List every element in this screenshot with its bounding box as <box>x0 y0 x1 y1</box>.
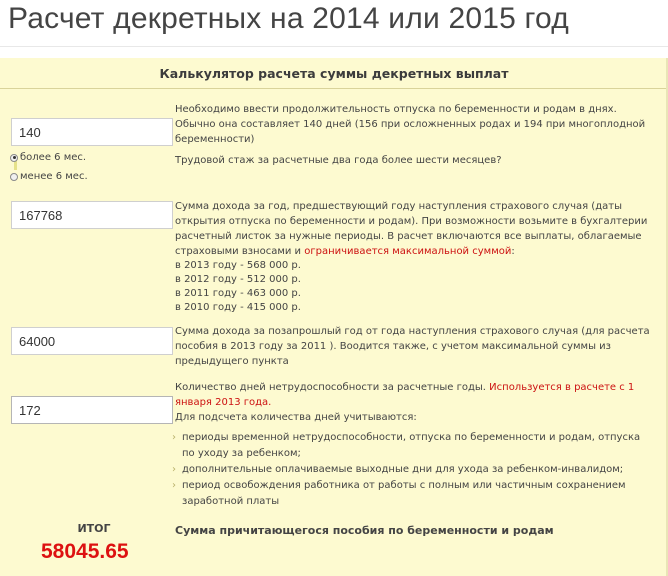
date-highlight: Используется в расчете с 1 января 2013 года. <box>175 382 635 408</box>
radio-selected-icon[interactable] <box>10 154 18 162</box>
calculator-panel <box>0 58 668 576</box>
calculator-header: Калькулятор расчета суммы декретных выплат <box>0 58 668 89</box>
disability-days-input[interactable] <box>11 396 173 424</box>
experience-option-more-label: более 6 мес. <box>20 152 87 163</box>
limit-item: в 2010 году - 415 000 р. <box>175 302 301 313</box>
list-item <box>172 478 652 510</box>
disability-days-description <box>175 380 655 425</box>
radio-unselected-icon[interactable] <box>10 173 18 181</box>
chevron-right-icon: › <box>172 464 176 475</box>
title-divider <box>0 46 668 47</box>
list-item <box>172 462 652 478</box>
chevron-right-icon: › <box>172 480 176 491</box>
experience-option-less-label: менее 6 мес. <box>20 171 88 182</box>
limit-item: в 2011 году - 463 000 р. <box>175 288 301 299</box>
list-item-text: периоды временной нетрудоспособности, отпуска по беременности и родам, отпуска по уходу за ребенком; <box>182 432 641 459</box>
disability-days-text: Количество дней нетрудоспособности за расчетные годы. <box>175 382 490 393</box>
counted-periods-list <box>172 430 652 510</box>
max-sum-highlight: ограничивается максимальной суммой <box>304 246 512 257</box>
experience-option-more[interactable] <box>10 152 86 163</box>
disability-days-subtext: Для подсчета количества дней учитываются: <box>175 412 417 423</box>
income-prev-year-colon: : <box>511 246 515 257</box>
chevron-right-icon: › <box>172 432 176 443</box>
total-description: Сумма причитающегося пособия по беременности и родам <box>175 524 554 537</box>
page-title: Расчет декретных на 2014 или 2015 год <box>8 2 569 35</box>
list-item-text: дополнительные оплачиваемые выходные дни для ухода за ребенком-инвалидом; <box>182 464 624 475</box>
limits-list <box>175 259 655 315</box>
income-year-before-input[interactable] <box>11 327 173 355</box>
limit-item: в 2013 году - 568 000 р. <box>175 260 301 271</box>
total-value: 58045.65 <box>41 540 129 563</box>
total-label: ИТОГ <box>77 522 111 535</box>
experience-option-less[interactable] <box>10 171 88 182</box>
list-item <box>172 430 652 462</box>
income-prev-year-input[interactable] <box>11 201 173 229</box>
experience-question: Трудовой стаж за расчетные два года более шести месяцев? <box>175 155 502 166</box>
days-description: Необходимо ввести продолжительность отпуска по беременности и родам в днях. Обычно она составляет 140 дней (156 при осложненных родах и 194 при многоплодной беременности) <box>175 104 646 145</box>
list-item-text: период освобождения работника от работы с полным или частичным сохранением заработной платы <box>182 480 626 507</box>
income-prev-year-text: Сумма дохода за год, предшествующий году наступления страхового случая (даты открытия отпуска по беременности и родам). При возможности возьмите в бухгалтерии расчетный листок за нужные периоды. В расчет включаются все выплаты, облагаемые страховыми взносами и <box>175 201 648 257</box>
limit-item: в 2012 году - 512 000 р. <box>175 274 301 285</box>
income-year-before-description: Сумма дохода за позапрошлый год от года наступления страхового случая (для расчета пособия в 2013 году за 2011 ). Воодится также, с учетом максимальной суммы из предыдущего пункта <box>175 326 650 367</box>
income-prev-year-description <box>175 199 655 315</box>
days-input[interactable] <box>11 118 173 146</box>
